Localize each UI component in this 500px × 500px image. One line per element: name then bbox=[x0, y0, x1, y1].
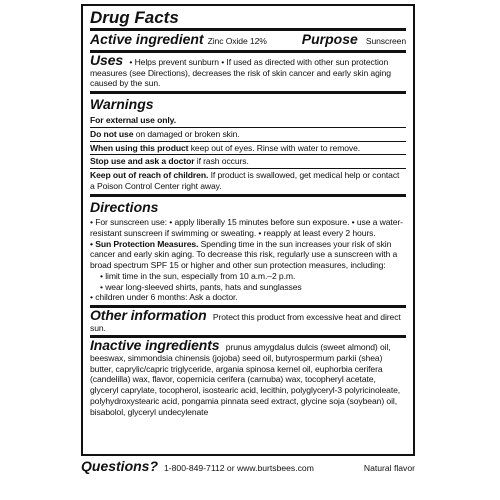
drug-facts-panel bbox=[81, 4, 415, 456]
uses-text: • Helps prevent sunburn • If used as directed with other sun protection measures (see Directions), decreases the risk of skin cancer and early skin aging caused by the sun. bbox=[90, 57, 391, 89]
questions-text: 1-800-849-7112 or www.burtsbees.com bbox=[164, 463, 314, 473]
external-use-text: For external use only. bbox=[90, 115, 176, 126]
other-information-heading: Other information bbox=[90, 306, 207, 323]
sun-protection-measures: • Sun Protection Measures. Spending time in the sun increases your risk of skin cancer and early skin aging. To decrease this risk, regularly use a sunscreen with a broad spectrum SPF 15 or higher and other sun protection measures, including: bbox=[90, 238, 398, 271]
directions-bullet: • wear long-sleeved shirts, pants, hats and sunglasses bbox=[100, 281, 302, 292]
warning-line-stop-use: Stop use and ask a doctor if rash occurs. bbox=[90, 156, 249, 167]
active-ingredient-heading: Active ingredient bbox=[90, 31, 204, 47]
inactive-ingredients-heading: Inactive ingredients bbox=[90, 337, 220, 354]
active-ingredient-row bbox=[90, 31, 406, 50]
uses-heading: Uses bbox=[90, 52, 124, 68]
other-information-section bbox=[90, 308, 406, 335]
natural-flavor-text: Natural flavor bbox=[363, 463, 415, 473]
directions-children: • children under 6 months: Ask a doctor. bbox=[90, 292, 238, 303]
warning-line-do-not-use: Do not use on damaged or broken skin. bbox=[90, 128, 240, 139]
warning-line-keep-out: Keep out of reach of children. If product is swallowed, get medical help or contact a Poison Control Center right away. bbox=[90, 169, 400, 191]
inactive-ingredients-section bbox=[90, 338, 406, 419]
drug-facts-title: Drug Facts bbox=[90, 8, 179, 27]
questions-heading: Questions? bbox=[81, 458, 159, 474]
questions-footer bbox=[81, 458, 415, 474]
uses-section bbox=[90, 53, 406, 91]
warning-line-when-using: When using this product keep out of eyes. Rinse with water to remove. bbox=[90, 142, 361, 153]
directions-bullet: • limit time in the sun, especially from 10 a.m.–2 p.m. bbox=[100, 270, 296, 281]
inactive-ingredients-text: prunus amygdalus dulcis (sweet almond) oil, beeswax, simmondsia chinensis (jojoba) seed oil, butyrospermum parkii (shea) butter, caprylic/capric triglyceride, argania spinosa kernel oil, euphorbia cerifera (candelilla) wax, flavor, copernicia cerifera (carnuba) wax, tocopheryl acetate, glyceryl caprylate, tocopherol, isostearic acid, lecithin, polyglyceryl-3 polyricinoleate, polyhydroxystearic acid, pongamia pinnata seed extract, glycine soja (soybean) oil, bisabolol, glyceryl undecylenate bbox=[90, 342, 401, 417]
warnings-section bbox=[90, 94, 406, 194]
purpose-value: Sunscreen bbox=[365, 36, 406, 46]
directions-heading: Directions bbox=[90, 199, 159, 216]
directions-section bbox=[90, 197, 406, 305]
active-ingredient-value: Zinc Oxide 12% bbox=[207, 36, 267, 46]
directions-intro: • For sunscreen use: • apply liberally 15 minutes before sun exposure. • use a water-resistant sunscreen if swimming or sweating. • reapply at least every 2 hours. bbox=[90, 217, 403, 239]
other-information-text: Protect this product from excessive heat and direct sun. bbox=[90, 311, 401, 333]
purpose-heading: Purpose bbox=[301, 31, 358, 47]
warnings-heading: Warnings bbox=[90, 96, 154, 113]
